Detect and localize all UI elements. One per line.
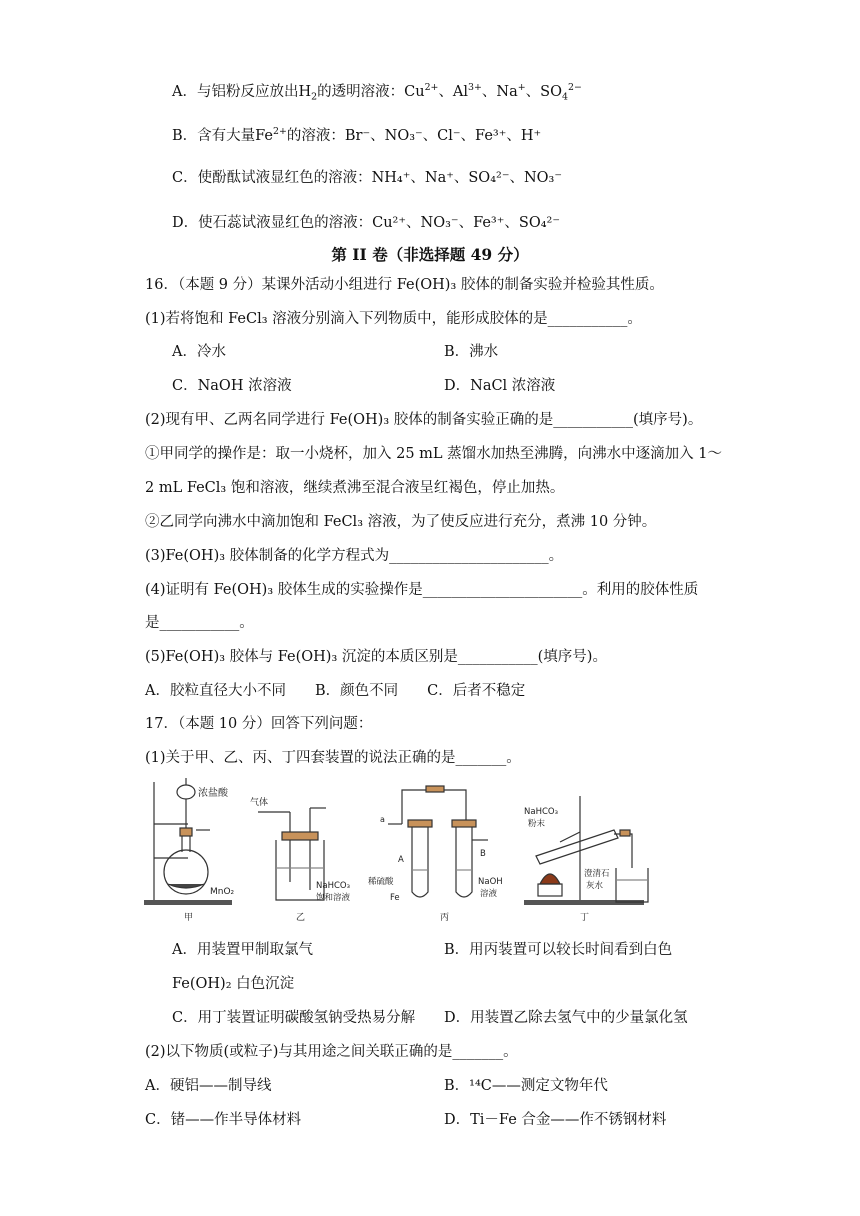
bing-label-naoh-solution: 溶液	[480, 889, 498, 899]
q17-part2-option-c: C．锗——作半导体材料	[145, 1112, 302, 1128]
q17-part1-option-b-cont: Fe(OH)₂ 白色沉淀	[172, 976, 295, 992]
q16-part5-options: A．胶粒直径大小不同 B．颜色不同 C．后者不稳定	[145, 683, 526, 699]
q17-part1-option-c: C．用丁装置证明碳酸氢钠受热易分解	[172, 1010, 416, 1026]
q16-part2-student-a-line1: ①甲同学的操作是：取一小烧杯，加入 25 mL 蒸馏水加热至沸腾，向沸水中逐滴加入 1～	[145, 446, 722, 462]
yi-label-solution: 饱和溶液	[316, 893, 351, 903]
yi-label-nahco3: NaHCO₃	[316, 881, 350, 891]
bing-label-a: a	[380, 815, 385, 824]
q16-part2-student-b: ②乙同学向沸水中滴加饱和 FeCl₃ 溶液，为了使反应进行充分，煮沸 10 分钟。	[145, 514, 657, 530]
q16-part1-option-c: C．NaOH 浓溶液	[172, 378, 292, 394]
ding-label-limewater: 澄清石	[584, 869, 610, 879]
ding-label-powder: 粉末	[528, 819, 546, 829]
q16-part4-line2: 是___________。	[145, 615, 254, 631]
bing-label-naoh: NaOH	[478, 877, 503, 887]
ding-name: 丁	[580, 913, 590, 923]
q17-part1-option-a: A．用装置甲制取氯气	[172, 942, 313, 958]
bing-label-A: A	[398, 855, 404, 865]
q16-part1-option-b: B．沸水	[444, 344, 499, 360]
bing-label-B: B	[480, 849, 486, 859]
q16-part2-student-a-line2: 2 mL FeCl₃ 饱和溶液，继续煮沸至混合液呈红褐色，停止加热。	[145, 480, 565, 496]
q15-option-a: A．与铝粉反应放出$H_2$的透明溶液：$Cu^{2+}$、$Al^{3+}$、Na+、$SO_4^{2-}$	[172, 82, 582, 103]
q15-option-b: B．含有大量$Fe^{2+}$的溶液：Br⁻、NO₃⁻、Cl⁻、Fe³⁺、H⁺	[172, 126, 542, 144]
bing-name: 丙	[440, 913, 450, 923]
jia-label-hcl: 浓盐酸	[198, 788, 228, 799]
jia-label-mno2: MnO₂	[210, 887, 235, 897]
apparatus-figure	[140, 772, 660, 932]
q16-part1-option-d: D．NaCl 浓溶液	[444, 378, 556, 394]
ding-label-limewater-2: 灰水	[586, 881, 604, 891]
jia-name: 甲	[184, 913, 194, 923]
ding-label-nahco3: NaHCO₃	[524, 807, 558, 817]
bing-label-acid: 稀硫酸	[368, 877, 394, 887]
q15-option-d: D．使石蕊试液显红色的溶液：Cu²⁺、NO₃⁻、Fe³⁺、SO₄²⁻	[172, 215, 560, 231]
section-title: 第 II 卷（非选择题 49 分）	[331, 245, 529, 264]
q17-part2-option-d: D．Ti－Fe 合金——作不锈钢材料	[444, 1112, 667, 1128]
q15-option-c: C．使酚酞试液显红色的溶液：NH₄⁺、Na⁺、SO₄²⁻、NO₃⁻	[172, 170, 563, 186]
q17-part2-option-b: B．¹⁴C——测定文物年代	[444, 1078, 608, 1094]
q16-stem: 16．（本题 9 分）某课外活动小组进行 Fe(OH)₃ 胶体的制备实验并检验其性质。	[145, 277, 664, 293]
q16-part1: (1)若将饱和 FeCl₃ 溶液分别滴入下列物质中，能形成胶体的是___________。	[145, 311, 642, 327]
q16-part5: (5)Fe(OH)₃ 胶体与 Fe(OH)₃ 沉淀的本质区别是___________(填序号)。	[145, 649, 607, 665]
bing-label-fe: Fe	[390, 893, 400, 903]
yi-label-gas: 气体	[250, 798, 269, 808]
q16-part3: (3)Fe(OH)₃ 胶体制备的化学方程式为______________________。	[145, 548, 564, 564]
q17-part1: (1)关于甲、乙、丙、丁四套装置的说法正确的是_______。	[145, 750, 521, 766]
yi-name: 乙	[296, 913, 306, 923]
q17-part1-option-b: B．用丙装置可以较长时间看到白色	[444, 942, 673, 958]
q17-part1-option-d: D．用装置乙除去氢气中的少量氯化氢	[444, 1010, 688, 1026]
q17-stem: 17．（本题 10 分）回答下列问题：	[145, 716, 373, 732]
q16-part1-option-a: A．冷水	[172, 344, 226, 360]
q16-part4-line1: (4)证明有 Fe(OH)₃ 胶体生成的实验操作是______________________。利用的胶体性质	[145, 582, 699, 598]
q17-part2-option-a: A．硬铝——制导线	[145, 1078, 272, 1094]
q17-part2: (2)以下物质(或粒子)与其用途之间关联正确的是_______。	[145, 1044, 518, 1060]
q16-part2: (2)现有甲、乙两名同学进行 Fe(OH)₃ 胶体的制备实验正确的是___________(填序号)。	[145, 412, 703, 428]
